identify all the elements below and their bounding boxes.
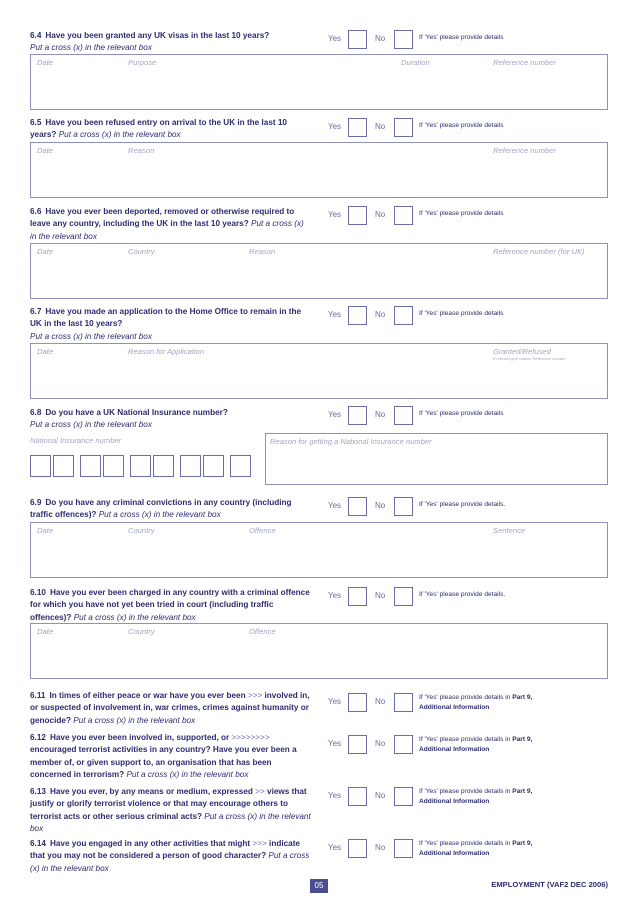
question-6-7 <box>30 306 312 343</box>
question-6-11 <box>30 690 312 727</box>
question-hint: Put a cross (x) in the relevant box <box>73 612 196 622</box>
col-country: Country <box>128 526 155 535</box>
question-6-4 <box>30 30 320 55</box>
yes-label: Yes <box>328 410 342 419</box>
yes-label: Yes <box>328 310 342 319</box>
question-number: 6.8 <box>30 408 42 417</box>
question-number: 6.5 <box>30 118 42 127</box>
no-checkbox[interactable] <box>394 839 413 858</box>
no-label: No <box>375 310 386 319</box>
question-text-continued: involved in, or suspected of involvement in, war crimes, crimes against humanity or genocide? <box>30 691 310 725</box>
part9-label: Part 9, <box>512 694 533 701</box>
yes-checkbox[interactable] <box>348 406 367 425</box>
yes-no-6-13 <box>328 787 628 807</box>
col-reference: Reference number <box>493 58 556 67</box>
question-text: Do you have any criminal convictions in any country (including traffic offences)? <box>30 498 292 520</box>
part9-label: Part 9, <box>512 788 533 795</box>
question-hint: Put a cross (x) in the relevant box <box>126 769 249 779</box>
no-checkbox[interactable] <box>394 735 413 754</box>
question-hint: Put a cross (x) in the relevant box <box>98 510 221 520</box>
question-text: Have you made an application to the Home Office to remain in the UK in the last 10 years? <box>30 307 302 329</box>
yes-checkbox[interactable] <box>348 787 367 806</box>
question-6-9 <box>30 497 312 522</box>
no-label: No <box>375 410 386 419</box>
question-6-14 <box>30 838 312 875</box>
ni-char-box[interactable] <box>153 455 174 477</box>
question-number: 6.13 <box>30 787 46 796</box>
ni-reason-box[interactable] <box>265 433 608 485</box>
yes-checkbox[interactable] <box>348 839 367 858</box>
yes-checkbox[interactable] <box>348 497 367 516</box>
col-date: Date <box>37 58 54 67</box>
part9-prefix: If 'Yes' please provide details in <box>419 788 513 795</box>
yes-no-6-4 <box>328 30 628 50</box>
yes-checkbox[interactable] <box>348 693 367 712</box>
details-box-6-7[interactable] <box>30 343 608 399</box>
yes-no-6-7 <box>328 306 628 326</box>
granted-refused-label: Granted/Refused <box>493 347 551 356</box>
no-checkbox[interactable] <box>394 787 413 806</box>
part9-prefix: If 'Yes' please provide details in <box>419 694 513 701</box>
no-label: No <box>375 791 386 800</box>
ni-char-box[interactable] <box>53 455 74 477</box>
yes-label: Yes <box>328 34 342 43</box>
question-hint: Put a cross (x) in the relevant box <box>30 219 304 241</box>
question-text: Do you have a UK National Insurance number? <box>45 408 228 417</box>
question-text: In times of either peace or war have you ever been <box>49 691 246 700</box>
question-text: Have you ever, by any means or medium, expressed <box>49 787 253 796</box>
col-duration: Duration <box>401 58 430 67</box>
additional-info-label: Additional Information <box>419 746 490 753</box>
no-label: No <box>375 843 386 852</box>
question-6-10 <box>30 587 312 624</box>
question-6-13 <box>30 786 312 835</box>
ni-char-box[interactable] <box>80 455 101 477</box>
ni-char-box[interactable] <box>103 455 124 477</box>
col-offence: Offence <box>249 526 276 535</box>
ni-char-box[interactable] <box>230 455 251 477</box>
yes-label: Yes <box>328 591 342 600</box>
question-text-continued: views that justify or glorify terrorist violence or that may encourage others to terrorist acts or other serious criminal acts? <box>30 787 307 821</box>
no-label: No <box>375 591 386 600</box>
question-hint: Put a cross (x) in the relevant box <box>73 715 196 725</box>
yes-no-6-6 <box>328 206 628 226</box>
additional-info-label: Additional Information <box>419 798 490 805</box>
question-hint: Put a cross (x) in the relevant box <box>30 331 152 341</box>
question-text: Have you ever been charged in any country with a criminal offence for which you have not yet been tried in court (including traffic offences)? <box>30 588 310 622</box>
question-hint: Put a cross (x) in the relevant box <box>58 130 181 140</box>
details-instruction: If 'Yes' please provide details. <box>419 501 506 508</box>
col-country: Country <box>128 247 155 256</box>
yes-checkbox[interactable] <box>348 30 367 49</box>
question-hint: Put a cross (x) in the relevant box <box>30 811 311 833</box>
details-instruction <box>419 787 619 807</box>
arrow-marker: >> <box>255 787 265 796</box>
ni-number-label: National Insurance number <box>30 436 122 445</box>
col-purpose: Purpose <box>128 58 157 67</box>
question-number: 6.12 <box>30 733 46 742</box>
question-number: 6.10 <box>30 588 46 597</box>
arrow-marker: >>>>>>>> <box>231 733 270 742</box>
no-label: No <box>375 122 386 131</box>
no-checkbox[interactable] <box>394 118 413 137</box>
page-number: 05 <box>310 879 328 893</box>
question-text: Have you been granted any UK visas in the last 10 years? <box>45 31 270 40</box>
no-checkbox[interactable] <box>394 306 413 325</box>
no-label: No <box>375 501 386 510</box>
ni-char-box[interactable] <box>203 455 224 477</box>
details-instruction: If 'Yes' please provide details <box>419 410 504 417</box>
col-reason: Reason <box>128 146 155 155</box>
ni-char-box[interactable] <box>30 455 51 477</box>
col-date: Date <box>37 627 54 636</box>
details-box-6-6[interactable] <box>30 243 608 299</box>
details-instruction: If 'Yes' please provide details <box>419 122 504 129</box>
col-date: Date <box>37 247 54 256</box>
col-reason-application: Reason for Application <box>128 347 205 356</box>
part9-prefix: If 'Yes' please provide details in <box>419 736 513 743</box>
question-text: Have you ever been deported, removed or otherwise required to leave any country, including the UK in the last 10 years? <box>30 207 295 229</box>
granted-refused-note: If refused give reason Reference number <box>493 356 566 361</box>
question-6-5 <box>30 117 312 142</box>
additional-info-label: Additional Information <box>419 704 490 711</box>
col-offence: Offence <box>249 627 276 636</box>
yes-no-6-11 <box>328 693 628 713</box>
no-checkbox[interactable] <box>394 587 413 606</box>
question-number: 6.7 <box>30 307 42 316</box>
question-hint: Put a cross (x) in the relevant box <box>30 43 152 53</box>
no-label: No <box>375 210 386 219</box>
yes-label: Yes <box>328 739 342 748</box>
no-label: No <box>375 739 386 748</box>
question-6-6 <box>30 206 312 243</box>
question-6-8 <box>30 407 312 432</box>
details-instruction: If 'Yes' please provide details <box>419 34 504 41</box>
no-checkbox[interactable] <box>394 206 413 225</box>
col-date: Date <box>37 347 54 356</box>
part9-label: Part 9, <box>512 840 533 847</box>
question-text: Have you ever been involved in, supported, or <box>49 733 230 742</box>
part9-label: Part 9, <box>512 736 533 743</box>
col-reference: Reference number <box>493 146 556 155</box>
details-instruction: If 'Yes' please provide details <box>419 310 504 317</box>
details-box-6-9[interactable] <box>30 522 608 578</box>
no-checkbox[interactable] <box>394 30 413 49</box>
yes-no-6-10 <box>328 587 628 607</box>
details-box-6-4[interactable] <box>30 54 608 110</box>
yes-label: Yes <box>328 210 342 219</box>
yes-checkbox[interactable] <box>348 587 367 606</box>
yes-checkbox[interactable] <box>348 735 367 754</box>
yes-label: Yes <box>328 843 342 852</box>
details-instruction <box>419 735 619 755</box>
yes-label: Yes <box>328 697 342 706</box>
col-sentence: Sentence <box>493 526 526 535</box>
arrow-marker: >>> <box>252 839 267 848</box>
no-checkbox[interactable] <box>394 497 413 516</box>
question-number: 6.14 <box>30 839 46 848</box>
details-instruction: If 'Yes' please provide details. <box>419 591 506 598</box>
form-title: EMPLOYMENT (VAF2 DEC 2006) <box>491 880 608 889</box>
details-instruction <box>419 839 619 859</box>
no-checkbox[interactable] <box>394 406 413 425</box>
question-text: Have you been refused entry on arrival to the UK in the last 10 years? <box>30 118 287 140</box>
yes-no-6-5 <box>328 118 628 138</box>
question-number: 6.4 <box>30 31 42 40</box>
yes-label: Yes <box>328 791 342 800</box>
yes-label: Yes <box>328 122 342 131</box>
arrow-marker: >>> <box>247 691 263 700</box>
question-number: 6.6 <box>30 207 42 216</box>
question-text: Have you engaged in any other activities that might <box>49 839 251 848</box>
details-box-6-10[interactable] <box>30 623 608 679</box>
yes-checkbox[interactable] <box>348 206 367 225</box>
no-label: No <box>375 34 386 43</box>
yes-checkbox[interactable] <box>348 118 367 137</box>
details-box-6-5[interactable] <box>30 142 608 198</box>
yes-no-6-12 <box>328 735 628 755</box>
details-instruction: If 'Yes' please provide details <box>419 210 504 217</box>
part9-prefix: If 'Yes' please provide details in <box>419 840 513 847</box>
question-hint: Put a cross (x) in the relevant box <box>30 420 152 430</box>
yes-no-6-14 <box>328 839 628 859</box>
no-checkbox[interactable] <box>394 693 413 712</box>
details-instruction <box>419 693 619 713</box>
col-date: Date <box>37 526 54 535</box>
question-text-continued: encouraged terrorist activities in any country? Have you ever been a member of, or given support to, an organisation that has been concerned in terrorism? <box>30 745 297 779</box>
yes-checkbox[interactable] <box>348 306 367 325</box>
question-text-continued: indicate that you may not be considered a person of good character? <box>30 839 300 861</box>
yes-no-6-9 <box>328 497 628 517</box>
question-number: 6.11 <box>30 691 46 700</box>
question-hint: Put a cross (x) in the relevant box <box>30 851 310 873</box>
col-granted-refused <box>493 347 566 361</box>
col-date: Date <box>37 146 54 155</box>
col-reference: Reference number (for UK) <box>493 247 585 256</box>
additional-info-label: Additional Information <box>419 850 490 857</box>
col-country: Country <box>128 627 155 636</box>
question-6-12 <box>30 732 312 781</box>
question-number: 6.9 <box>30 498 42 507</box>
no-label: No <box>375 697 386 706</box>
col-reason: Reason <box>249 247 276 256</box>
yes-no-6-8 <box>328 406 628 426</box>
col-ni-reason: Reason for getting a National Insurance number <box>270 437 432 446</box>
ni-char-box[interactable] <box>180 455 201 477</box>
ni-char-box[interactable] <box>130 455 151 477</box>
yes-label: Yes <box>328 501 342 510</box>
